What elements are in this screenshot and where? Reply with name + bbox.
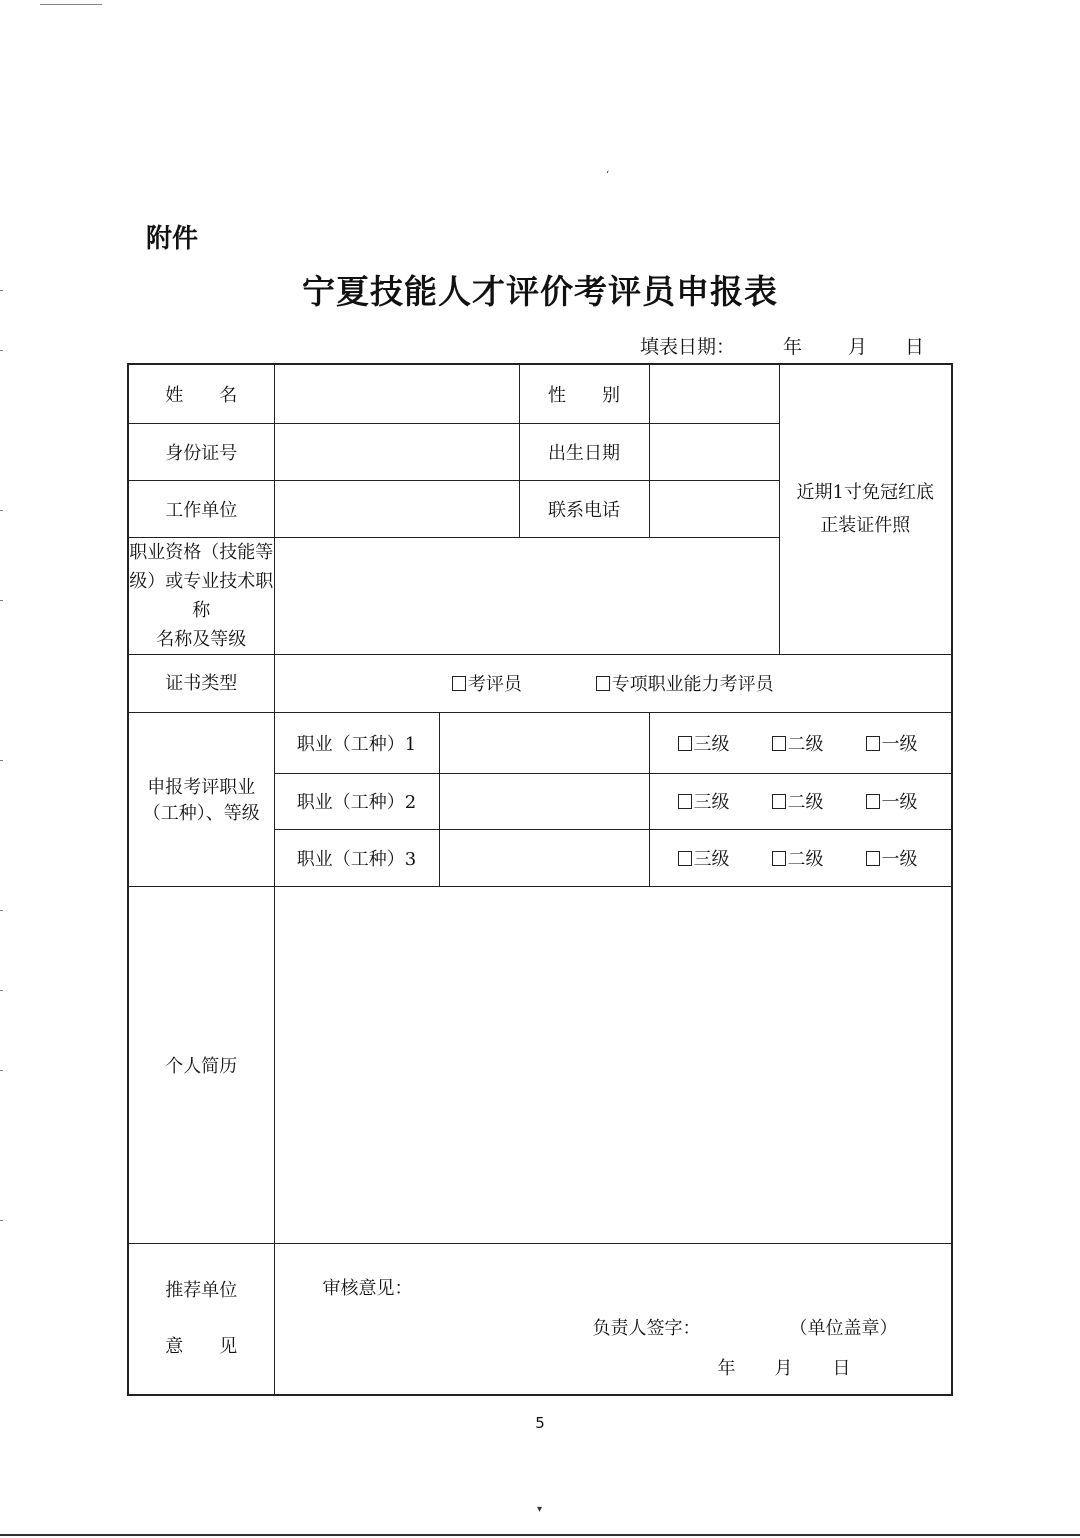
- level-label: 一级: [881, 733, 918, 755]
- photo-placeholder[interactable]: [779, 364, 952, 654]
- margin-tick: [0, 600, 3, 601]
- level-label: 三级: [693, 848, 730, 870]
- recommend-label: [128, 1243, 274, 1395]
- qualification-label-line2: 级）或专业技术职称: [129, 570, 274, 621]
- attachment-label: 附件: [146, 224, 199, 254]
- fill-date-month: 月: [848, 336, 868, 358]
- qualification-label: [128, 537, 274, 654]
- level-label: 一级: [881, 848, 918, 870]
- review-opinion-label: 审核意见：: [322, 1277, 413, 1299]
- sign-year: 年: [717, 1357, 736, 1379]
- qualification-field[interactable]: [274, 537, 779, 654]
- margin-tick: [0, 910, 3, 911]
- cert-option-examiner[interactable]: [452, 670, 522, 696]
- margin-tick: [0, 1070, 3, 1071]
- level-label: 三级: [693, 792, 730, 813]
- level-label: 三级: [693, 733, 730, 755]
- cert-option-special-examiner-label: 专项职业能力考评员: [611, 674, 774, 695]
- cert-type-label: 证书类型: [128, 654, 274, 712]
- checkbox-icon[interactable]: [772, 851, 786, 866]
- declare-label-line1: 申报考评职业: [147, 777, 256, 798]
- seal-label: （单位盖章）: [789, 1317, 898, 1339]
- occupation-2-label: 职业（工种）2: [274, 773, 439, 829]
- fill-date-year: 年: [783, 336, 803, 358]
- scan-artifact-mark: ▾: [537, 1504, 543, 1515]
- phone-field[interactable]: [649, 480, 779, 537]
- level-label: 一级: [881, 792, 918, 813]
- occupation-3-label: 职业（工种）3: [274, 829, 439, 886]
- cert-option-examiner-label: 考评员: [467, 674, 522, 695]
- application-form-table: [127, 363, 953, 1396]
- margin-tick: [0, 350, 3, 351]
- fill-date-day: 日: [905, 336, 925, 358]
- margin-tick: [0, 990, 3, 991]
- recommend-opinion-field[interactable]: [274, 1243, 952, 1395]
- name-field[interactable]: [274, 364, 519, 423]
- checkbox-icon[interactable]: [772, 794, 786, 809]
- occupation-3-field[interactable]: [439, 829, 649, 886]
- id-number-field[interactable]: [274, 423, 519, 480]
- declare-label-line2: （工种）、等级: [142, 803, 260, 824]
- name-label: 姓 名: [128, 364, 274, 423]
- occupation-3-levels: [649, 829, 952, 886]
- level-3-option[interactable]: [678, 788, 772, 814]
- birth-date-label: 出生日期: [519, 423, 649, 480]
- occupation-1-levels: [649, 712, 952, 773]
- signature-label: 负责人签字：: [592, 1317, 701, 1339]
- margin-tick: [0, 760, 3, 761]
- qualification-label-line1: 职业资格（技能等: [129, 541, 274, 563]
- id-number-label: 身份证号: [128, 423, 274, 480]
- cert-option-special-examiner[interactable]: [596, 670, 774, 696]
- checkbox-icon[interactable]: [678, 736, 692, 751]
- level-3-option[interactable]: [678, 730, 772, 756]
- checkbox-icon[interactable]: [866, 851, 880, 866]
- level-label: 二级: [787, 848, 824, 870]
- gender-label: 性 别: [519, 364, 649, 423]
- cert-type-options: [274, 654, 952, 712]
- recommend-label-line1: 推荐单位: [165, 1279, 238, 1301]
- gender-field[interactable]: [649, 364, 779, 423]
- margin-tick: [0, 510, 3, 511]
- margin-tick: [0, 1220, 3, 1221]
- photo-caption-line1: 近期1寸免冠红底: [796, 482, 934, 504]
- birth-date-field[interactable]: [649, 423, 779, 480]
- occupation-2-levels: [649, 773, 952, 829]
- level-label: 二级: [787, 733, 824, 755]
- level-2-option[interactable]: [772, 730, 866, 756]
- recommend-label-line2: 意 见: [165, 1335, 238, 1357]
- margin-tick: [0, 290, 3, 291]
- photo-caption-line2: 正装证件照: [820, 515, 911, 537]
- level-1-option[interactable]: [866, 788, 960, 814]
- checkbox-icon[interactable]: [678, 851, 692, 866]
- checkbox-icon[interactable]: [596, 676, 610, 691]
- page-title: 宁夏技能人才评价考评员申报表: [302, 272, 778, 311]
- level-2-option[interactable]: [772, 845, 866, 871]
- checkbox-icon[interactable]: [772, 736, 786, 751]
- level-1-option[interactable]: [866, 845, 960, 871]
- occupation-1-label: 职业（工种）1: [274, 712, 439, 773]
- qualification-label-line3: 名称及等级: [156, 628, 247, 650]
- level-3-option[interactable]: [678, 845, 772, 871]
- checkbox-icon[interactable]: [866, 736, 880, 751]
- resume-field[interactable]: [274, 886, 952, 1243]
- resume-label: 个人简历: [128, 886, 274, 1243]
- page-number: 5: [535, 1414, 545, 1432]
- phone-label: 联系电话: [519, 480, 649, 537]
- occupation-1-field[interactable]: [439, 712, 649, 773]
- scan-artifact-mark: ‘: [606, 170, 610, 181]
- scan-artifact-line: [40, 4, 102, 5]
- bottom-scan-line: [0, 1534, 1080, 1536]
- level-1-option[interactable]: [866, 730, 960, 756]
- work-unit-field[interactable]: [274, 480, 519, 537]
- work-unit-label: 工作单位: [128, 480, 274, 537]
- occupation-2-field[interactable]: [439, 773, 649, 829]
- checkbox-icon[interactable]: [866, 794, 880, 809]
- sign-month: 月: [774, 1357, 793, 1379]
- declare-occupation-label: [128, 712, 274, 886]
- level-label: 二级: [787, 792, 824, 813]
- checkbox-icon[interactable]: [678, 794, 692, 809]
- sign-day: 日: [832, 1357, 851, 1379]
- fill-date-label: 填表日期：: [640, 336, 736, 358]
- checkbox-icon[interactable]: [452, 676, 466, 691]
- level-2-option[interactable]: [772, 788, 866, 814]
